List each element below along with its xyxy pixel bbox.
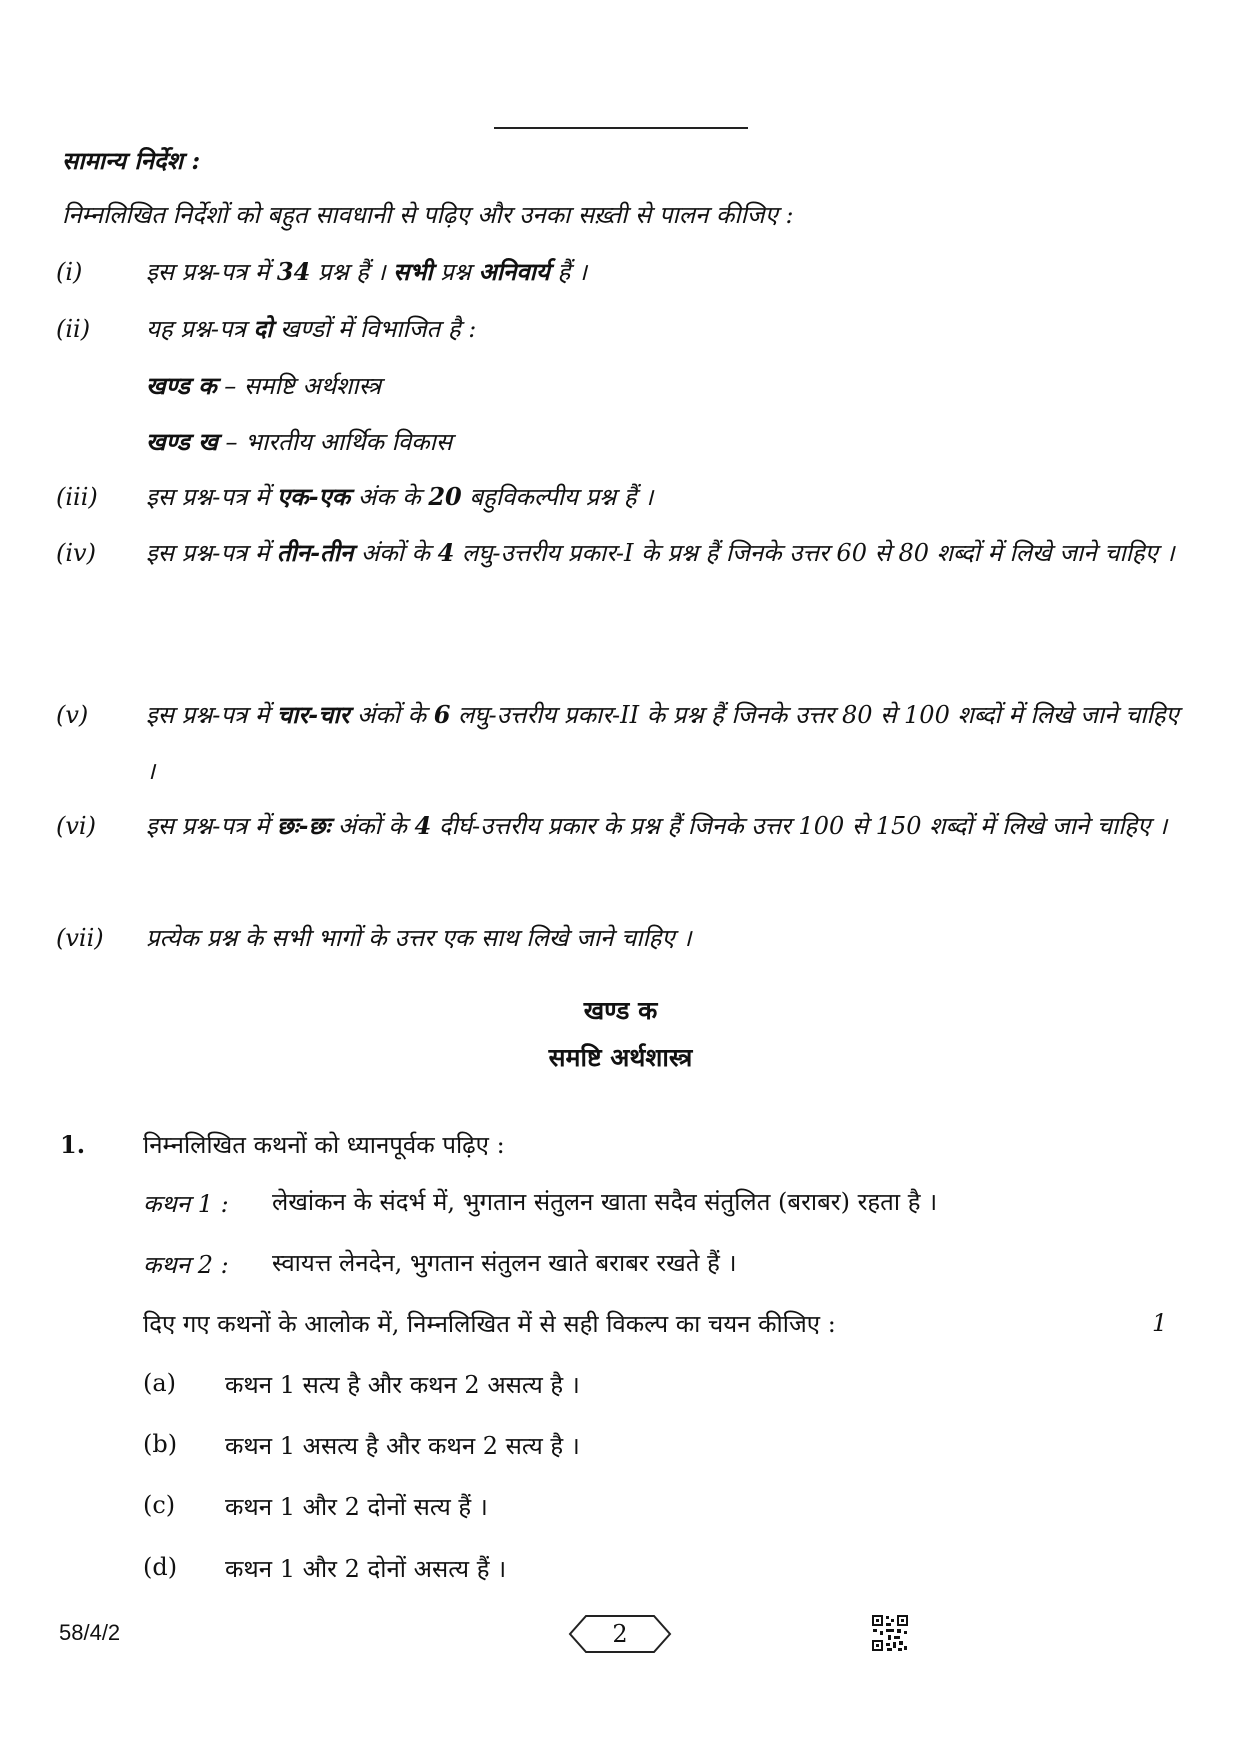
- option-text: कथन 1 और 2 दोनों सत्य हैं ।: [225, 1493, 488, 1521]
- option-label: (d): [143, 1553, 178, 1581]
- instruction-number: (vi): [56, 812, 96, 840]
- option-label: (b): [143, 1430, 178, 1458]
- statement-1-label: कथन 1 :: [143, 1190, 229, 1218]
- paper-code: 58/4/2: [59, 1620, 121, 1645]
- instruction-number: (vii): [56, 924, 104, 952]
- question-prompt: निम्नलिखित कथनों को ध्यानपूर्वक पढ़िए :: [143, 1131, 505, 1159]
- statement-2-label: कथन 2 :: [143, 1251, 229, 1279]
- instruction-number: (iv): [56, 539, 96, 567]
- instruction-text: इस प्रश्न-पत्र में 34 प्रश्न हैं । सभी प्रश्न अनिवार्य हैं ।: [146, 257, 587, 286]
- statement-1-text: लेखांकन के संदर्भ में, भुगतान संतुलन खाता सदैव संतुलित (बराबर) रहता है ।: [272, 1188, 938, 1216]
- question-marks: 1: [1152, 1309, 1168, 1337]
- qr-code-icon: [871, 1614, 909, 1652]
- instruction-text: इस प्रश्न-पत्र में एक-एक अंक के 20 बहुविकल्पीय प्रश्न हैं ।: [146, 482, 654, 511]
- instruction-text: इस प्रश्न-पत्र में चार-चार अंकों के 6 लघु-उत्तरीय प्रकार-II के प्रश्न हैं जिनके उत्तर 80 से 100 शब्दों में लिखे जाने चाहिए ।: [146, 700, 1179, 785]
- top-rule: [494, 127, 748, 129]
- page-number-badge: [568, 1614, 672, 1654]
- section-subtitle: समष्टि अर्थशास्त्र: [548, 1043, 693, 1072]
- instruction-text: इस प्रश्न-पत्र में तीन-तीन अंकों के 4 लघु-उत्तरीय प्रकार-I के प्रश्न हैं जिनके उत्तर 60 से 80 शब्दों में लिखे जाने चाहिए ।: [146, 538, 1175, 567]
- instruction-number: (iii): [56, 483, 98, 511]
- instruction-text: इस प्रश्न-पत्र में छः-छः अंकों के 4 दीर्घ-उत्तरीय प्रकार के प्रश्न हैं जिनके उत्तर 100 से 150 शब्दों में लिखे जाने चाहिए ।: [146, 811, 1168, 840]
- option-text: कथन 1 सत्य है और कथन 2 असत्य है ।: [225, 1371, 580, 1399]
- statement-2-text: स्वायत्त लेनदेन, भुगतान संतुलन खाते बराबर रखते हैं ।: [272, 1249, 737, 1277]
- option-text: कथन 1 असत्य है और कथन 2 सत्य है ।: [225, 1432, 580, 1460]
- section-title: खण्ड क: [583, 996, 658, 1025]
- instruction-number: (ii): [56, 315, 91, 343]
- page-number: 2: [612, 1620, 628, 1648]
- general-instructions-heading: सामान्य निर्देश :: [62, 146, 201, 175]
- question-instruction: दिए गए कथनों के आलोक में, निम्नलिखित में से सही विकल्प का चयन कीजिए :: [143, 1310, 836, 1338]
- instruction-text: यह प्रश्न-पत्र दो खण्डों में विभाजित है :: [146, 314, 477, 343]
- question-number: 1.: [60, 1130, 86, 1159]
- instruction-number: (i): [56, 258, 83, 286]
- option-label: (c): [143, 1491, 176, 1519]
- instruction-number: (v): [56, 701, 89, 729]
- general-instructions-intro: निम्नलिखित निर्देशों को बहुत सावधानी से पढ़िए और उनका सख़्ती से पालन कीजिए :: [62, 201, 794, 229]
- instruction-text: प्रत्येक प्रश्न के सभी भागों के उत्तर एक साथ लिखे जाने चाहिए ।: [146, 924, 692, 952]
- option-text: कथन 1 और 2 दोनों असत्य हैं ।: [225, 1555, 507, 1583]
- option-label: (a): [143, 1369, 177, 1397]
